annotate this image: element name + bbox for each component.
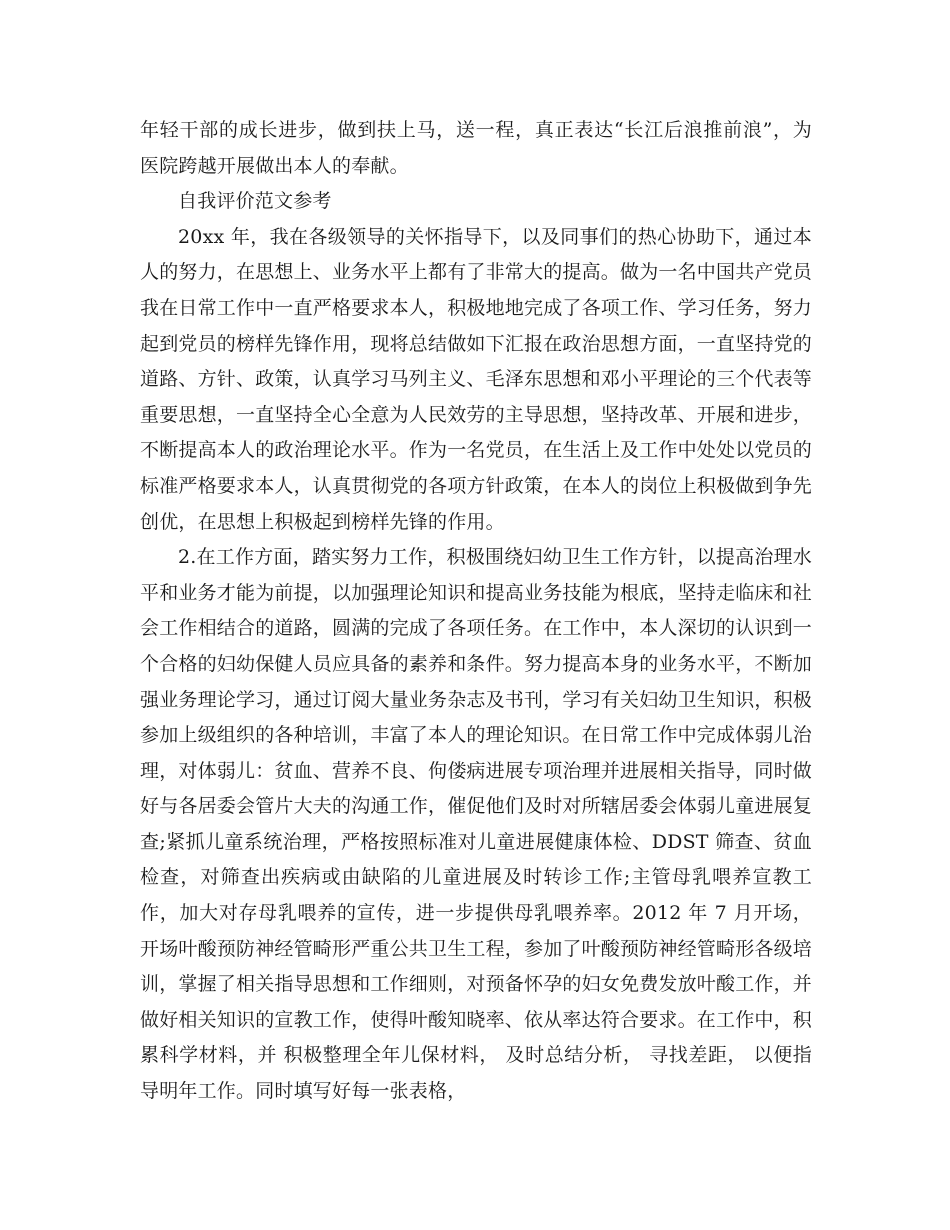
document-body: [140, 113, 812, 1110]
paragraph-work: 2.在工作方面，踏实努力工作，积极围绕妇幼卫生工作方针，以提高治理水平和业务才能为前提，以加强理论知识和提高业务技能为根底，坚持走临床和社会工作相结合的道路，圆满的完成了各项任务。在工作中，本人深切的认识到一个合格的妇幼保健人员应具备的素养和条件。努力提高本身的业务水平，不断加强业务理论学习，通过订阅大量业务杂志及书刊，学习有关妇幼卫生知识，积极参加上级组织的各种培训，丰富了本人的理论知识。在日常工作中完成体弱儿治理，对体弱儿：贫血、营养不良、佝偻病进展专项治理并进展相关指导，同时做好与各居委会管片大夫的沟通工作，催促他们及时对所辖居委会体弱儿童进展复查;紧抓儿童系统治理，严格按照标准对儿童进展健康体检、DDST 筛查、贫血检查，对筛查出疾病或由缺陷的儿童进展及时转诊工作;主管母乳喂养宣教工作，加大对存母乳喂养的宣传，进一步提供母乳喂养率。2012 年 7 月开场，开场叶酸预防神经管畸形严重公共卫生工程，参加了叶酸预防神经管畸形各级培训，掌握了相关指导思想和工作细则，对预备怀孕的妇女免费发放叶酸工作，并做好相关知识的宣教工作，使得叶酸知晓率、依从率达符合要求。在工作中，积累科学材料，并 积极整理全年儿保材料， 及时总结分析， 寻找差距， 以便指导明年工作。同时填写好每一张表格，: [140, 546, 813, 1103]
paragraph-political-thought: 20xx 年，我在各级领导的关怀指导下，以及同事们的热心协助下，通过本人的努力，在思想上、业务水平上都有了非常大的提高。做为一名中国共产党员我在日常工作中一直严格要求本人，积极地地完成了各项工作、学习任务，努力起到党员的榜样先锋作用，现将总结做如下汇报在政治思想方面，一直坚持党的道路、方针、政策，认真学习马列主义、毛泽东思想和邓小平理论的三个代表等重要思想，一直坚持全心全意为人民效劳的主导思想，坚持改革、开展和进步，不断提高本人的政治理论水平。作为一名党员，在生活上及工作中处处以党员的标准严格要求本人，认真贯彻党的各项方针政策，在本人的岗位上积极做到争先创优，在思想上积极起到榜样先锋的作用。: [140, 225, 813, 533]
paragraph-intro-continuation: 年轻干部的成长进步，做到扶上马，送一程，真正表达“长江后浪推前浪”，为医院跨越开展做出本人的奉献。: [140, 119, 812, 177]
section-heading: 自我评价范文参考: [178, 190, 332, 213]
